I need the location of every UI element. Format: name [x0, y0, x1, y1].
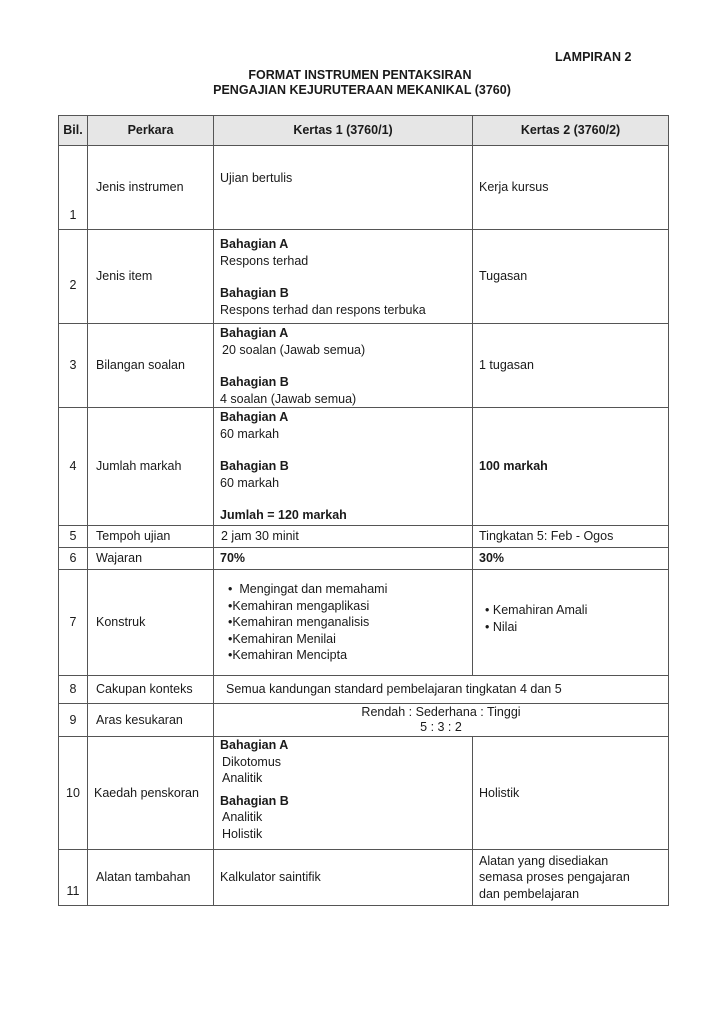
row-number: 11 — [59, 850, 88, 906]
row-label: Konstruk — [88, 570, 214, 676]
kertas2-construct-list — [473, 570, 669, 676]
row-number: 7 — [59, 570, 88, 676]
header-kertas1: Kertas 1 (3760/1) — [214, 116, 473, 146]
row-number: 2 — [59, 230, 88, 324]
row-number: 9 — [59, 704, 88, 737]
section-b-heading: Bahagian B — [220, 286, 289, 300]
construct-item: • Nilai — [485, 619, 518, 634]
table-row — [59, 548, 669, 570]
kertas2-value: 1 tugasan — [473, 324, 669, 408]
row-number: 1 — [59, 146, 88, 230]
table-row — [59, 408, 669, 526]
table-row — [59, 704, 669, 737]
kertas2-value: Kerja kursus — [473, 146, 669, 230]
row-label: Jenis item — [88, 230, 214, 324]
table-row — [59, 230, 669, 324]
construct-item: •Kemahiran menganalisis — [228, 615, 370, 630]
header-kertas2: Kertas 2 (3760/2) — [473, 116, 669, 146]
row-label: Alatan tambahan — [88, 850, 214, 906]
table-row — [59, 737, 669, 850]
table-row — [59, 570, 669, 676]
row-label: Jumlah markah — [88, 408, 214, 526]
section-a-text: 60 markah — [220, 426, 280, 441]
bullet-icon: • — [485, 603, 490, 617]
assessment-format-table — [58, 115, 669, 906]
kertas1-value — [214, 324, 473, 408]
construct-item: • Mengingat dan memahami — [228, 582, 388, 597]
kertas2-value: 30% — [473, 548, 669, 570]
bullet-icon: • — [228, 631, 233, 646]
table-row — [59, 676, 669, 704]
construct-item: •Kemahiran mengaplikasi — [228, 598, 370, 613]
table-row — [59, 324, 669, 408]
total-marks: Jumlah = 120 markah — [220, 508, 347, 522]
section-b-heading: Bahagian B — [220, 793, 289, 808]
table-row — [59, 850, 669, 906]
difficulty-levels: Rendah : Sederhana : Tinggi — [361, 705, 521, 719]
table-row — [59, 526, 669, 548]
header-perkara: Perkara — [88, 116, 214, 146]
kertas1-value: 70% — [214, 548, 473, 570]
appendix-label: LAMPIRAN 2 — [555, 50, 632, 64]
kertas2-value: Tingkatan 5: Feb - Ogos — [473, 526, 669, 548]
section-a-text: Respons terhad — [220, 253, 309, 268]
construct-item: •Kemahiran Menilai — [228, 631, 336, 646]
section-b-heading: Bahagian B — [220, 375, 289, 389]
kertas1-value: Kalkulator saintifik — [214, 850, 473, 906]
section-b-text: 4 soalan (Jawab semua) — [220, 391, 357, 406]
section-b-heading: Bahagian B — [220, 459, 289, 473]
scoring-item: Analitik — [222, 771, 263, 785]
bullet-icon: • — [228, 582, 233, 597]
row-label: Jenis instrumen — [88, 146, 214, 230]
section-a-heading: Bahagian A — [220, 326, 289, 340]
scoring-item: Holistik — [222, 826, 263, 841]
section-b-text: Respons terhad dan respons terbuka — [220, 302, 426, 317]
difficulty-ratio — [214, 704, 669, 737]
header-bil: Bil. — [59, 116, 88, 146]
kertas1-value: 2 jam 30 minit — [214, 526, 473, 548]
row-label: Tempoh ujian — [88, 526, 214, 548]
merged-value: Semua kandungan standard pembelajaran tingkatan 4 dan 5 — [214, 676, 669, 704]
page-title: FORMAT INSTRUMEN PENTAKSIRAN — [248, 68, 472, 82]
row-number: 5 — [59, 526, 88, 548]
difficulty-proportion: 5 : 3 : 2 — [420, 720, 462, 734]
kertas1-construct-list — [214, 570, 473, 676]
row-label: Wajaran — [88, 548, 214, 570]
row-label: Bilangan soalan — [88, 324, 214, 408]
section-b-text: 60 markah — [220, 475, 280, 490]
scoring-item: Dikotomus — [222, 754, 282, 769]
kertas2-value: Tugasan — [473, 230, 669, 324]
scoring-item: Analitik — [222, 810, 263, 824]
bullet-icon: • — [485, 619, 490, 634]
bullet-icon: • — [228, 598, 233, 613]
section-a-heading: Bahagian A — [220, 410, 289, 424]
kertas2-value: Holistik — [473, 737, 669, 850]
row-number: 10 — [59, 737, 88, 850]
kertas1-value — [214, 230, 473, 324]
row-label: Kaedah penskoran — [88, 737, 214, 850]
row-number: 8 — [59, 676, 88, 704]
kertas2-value: 100 markah — [473, 408, 669, 526]
row-label: Aras kesukaran — [88, 704, 214, 737]
row-number: 6 — [59, 548, 88, 570]
construct-item: •Kemahiran Mencipta — [228, 648, 348, 663]
bullet-icon: • — [228, 615, 233, 630]
section-a-heading: Bahagian A — [220, 738, 289, 752]
row-label: Cakupan konteks — [88, 676, 214, 704]
row-number: 4 — [59, 408, 88, 526]
kertas1-value: Ujian bertulis — [214, 146, 473, 230]
construct-item: • Kemahiran Amali — [485, 603, 588, 617]
page-subtitle: PENGAJIAN KEJURUTERAAN MEKANIKAL (3760) — [213, 83, 511, 97]
row-number: 3 — [59, 324, 88, 408]
kertas2-value: Alatan yang disediakan semasa proses pengajaran dan pembelajaran — [473, 850, 669, 906]
kertas1-value — [214, 737, 473, 850]
table-row — [59, 146, 669, 230]
table-header-row — [59, 116, 669, 146]
kertas1-value — [214, 408, 473, 526]
section-a-text: 20 soalan (Jawab semua) — [222, 342, 366, 357]
section-a-heading: Bahagian A — [220, 237, 289, 251]
bullet-icon: • — [228, 648, 233, 663]
